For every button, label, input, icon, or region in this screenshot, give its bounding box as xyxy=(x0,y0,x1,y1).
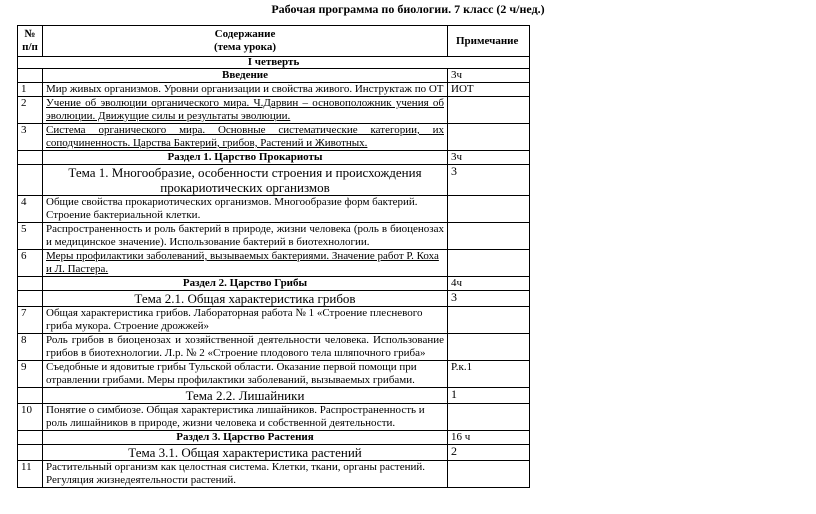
row-text: Общие свойства прокариотических организмов. Многообразие форм бактерий. Строение бактериальной клетки. xyxy=(43,196,448,223)
intro-row xyxy=(18,69,530,83)
row-num: 1 xyxy=(18,83,43,97)
table-row xyxy=(18,196,530,223)
topic-row xyxy=(18,291,530,307)
section-row xyxy=(18,151,530,165)
page-title: Рабочая программа по биологии. 7 класс (2 ч/нед.) xyxy=(271,2,545,16)
section-title: Раздел 2. Царство Грибы xyxy=(43,277,448,291)
row-note: ИОТ xyxy=(448,83,530,97)
row-num: 11 xyxy=(18,461,43,488)
topic-title: Тема 2.1. Общая характеристика грибов xyxy=(43,291,448,307)
row-note: Р.к.1 xyxy=(448,361,530,388)
row-num: 6 xyxy=(18,250,43,277)
section-title: Раздел 3. Царство Растения xyxy=(43,431,448,445)
header-content xyxy=(43,26,448,57)
table-header-row xyxy=(18,26,530,57)
header-content-line1: Содержание xyxy=(214,28,276,40)
row-text: Распространенность и роль бактерий в природе, жизни человека (роль в биоценозах и медицинское значение). Использование бактерий в биотехнологии. xyxy=(43,223,448,250)
row-text: Съедобные и ядовитые грибы Тульской области. Оказание первой помощи при отравлении грибами. Меры профилактики заболеваний, вызываемых грибами. xyxy=(43,361,448,388)
topic-title: Тема 3.1. Общая характеристика растений xyxy=(43,445,448,461)
row-text: Понятие о симбиозе. Общая характеристика лишайников. Распространенность и роль лишайников в природе, жизни человека и собственной деятельности. xyxy=(43,404,448,431)
header-note: Примечание xyxy=(448,26,530,57)
row-text: Роль грибов в биоценозах и хозяйственной деятельности человека. Использование грибов в биотехнологии. Л.р. № 2 «Строение плодового тела шляпочного гриба» xyxy=(43,334,448,361)
row-num: 3 xyxy=(18,124,43,151)
row-text: Растительный организм как целостная система. Клетки, ткани, органы растений. Регуляция жизнедеятельности растений. xyxy=(43,461,448,488)
intro-title: Введение xyxy=(43,69,448,83)
section-row xyxy=(18,431,530,445)
topic-hours: 2 xyxy=(448,445,530,461)
table-row xyxy=(18,83,530,97)
section-title: Раздел 1. Царство Прокариоты xyxy=(43,151,448,165)
row-num: 7 xyxy=(18,307,43,334)
row-num: 9 xyxy=(18,361,43,388)
topic-hours: 1 xyxy=(448,388,530,404)
row-text: Общая характеристика грибов. Лабораторная работа № 1 «Строение плесневого гриба мукора. Строение дрожжей» xyxy=(43,307,448,334)
table-row xyxy=(18,223,530,250)
section-hours: 4ч xyxy=(448,277,530,291)
row-num: 2 xyxy=(18,97,43,124)
row-num: 5 xyxy=(18,223,43,250)
section-hours: 3ч xyxy=(448,151,530,165)
table-row xyxy=(18,334,530,361)
row-num: 8 xyxy=(18,334,43,361)
topic-row xyxy=(18,388,530,404)
intro-hours: 3ч xyxy=(448,69,530,83)
topic-title: Тема 2.2. Лишайники xyxy=(43,388,448,404)
row-text: Система органического мира. Основные систематические категории, их соподчиненность. Царства Бактерий, грибов, Растений и Животных. xyxy=(43,124,448,151)
row-num: 4 xyxy=(18,196,43,223)
section-row xyxy=(18,277,530,291)
topic-hours: 3 xyxy=(448,291,530,307)
quarter-label: I четверть xyxy=(18,57,530,69)
header-content-line2: (тема урока) xyxy=(213,41,277,53)
row-text: Мир живых организмов. Уровни организации и свойства живого. Инструктаж по ОТ xyxy=(43,83,448,97)
topic-hours: 3 xyxy=(448,165,530,196)
table-row xyxy=(18,97,530,124)
topic-title: Тема 1. Многообразие, особенности строения и происхождения прокариотических организмов xyxy=(43,165,448,196)
curriculum-table xyxy=(17,25,530,488)
row-num: 10 xyxy=(18,404,43,431)
row-text: Меры профилактики заболеваний, вызываемых бактериями. Значение работ Р. Коха и Л. Пастера. xyxy=(43,250,448,277)
header-num: № п/п xyxy=(18,26,43,57)
table-row xyxy=(18,461,530,488)
row-text: Учение об эволюции органического мира. Ч.Дарвин – основоположник учения об эволюции. Движущие силы и результаты эволюции. xyxy=(43,97,448,124)
section-hours: 16 ч xyxy=(448,431,530,445)
quarter-row xyxy=(18,57,530,69)
table-row xyxy=(18,361,530,388)
topic-row xyxy=(18,165,530,196)
topic-row xyxy=(18,445,530,461)
table-row xyxy=(18,124,530,151)
table-row xyxy=(18,250,530,277)
table-row xyxy=(18,404,530,431)
table-row xyxy=(18,307,530,334)
